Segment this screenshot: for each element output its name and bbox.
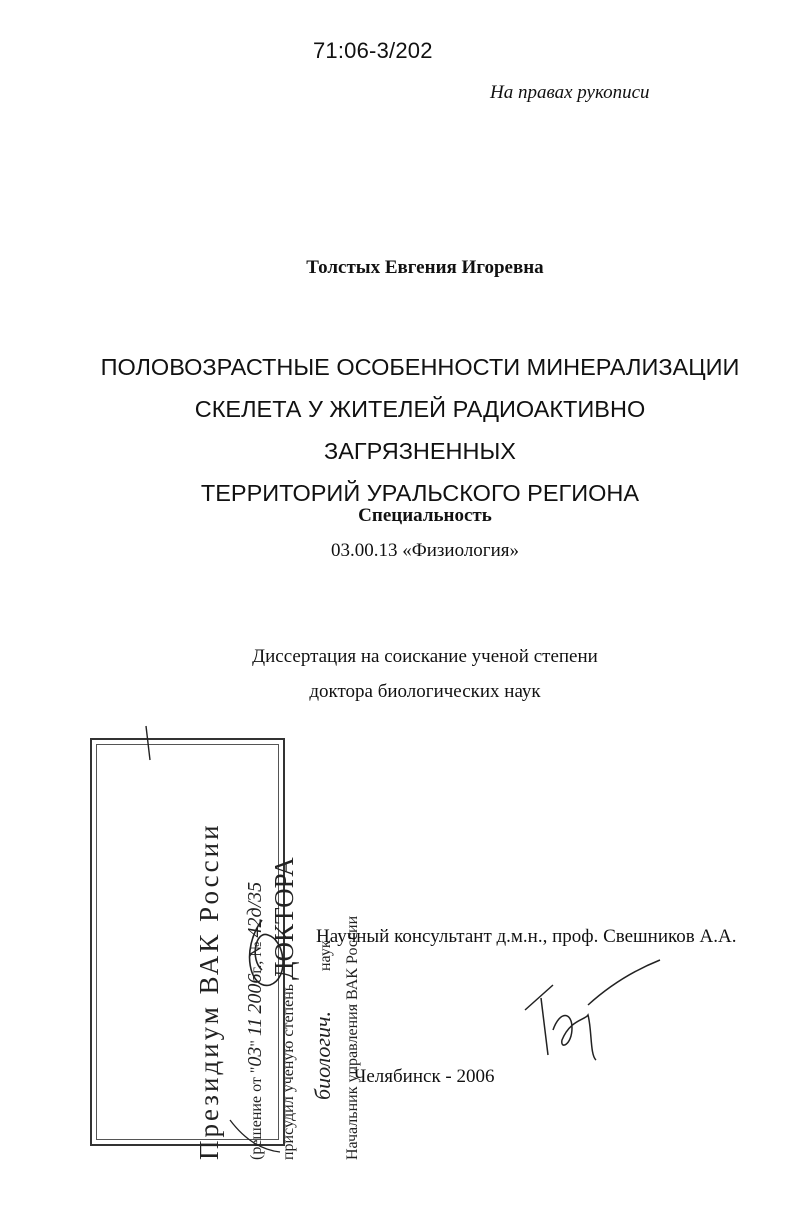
- dissertation-type-line-1: Диссертация на соискание ученой степени: [252, 646, 598, 667]
- stamp-field-handwritten: биологич.: [310, 1011, 335, 1100]
- dissertation-type-line-2: доктора биологических наук: [309, 681, 541, 702]
- stamp-field-suffix: наук: [317, 940, 334, 972]
- stamp-degree-value: ДОКТОРА: [269, 857, 299, 980]
- scientific-consultant: Научный консультант д.м.н., проф. Свешников А.А.: [316, 926, 737, 947]
- stamp-decision-number-label: г., №: [248, 941, 265, 974]
- specialty-label: Специальность: [358, 505, 492, 526]
- stamp-degree-prefix: присудил ученую степень: [280, 983, 297, 1160]
- author-name: Толстых Евгения Игоревна: [306, 257, 544, 278]
- stamp-decision-prefix: (решение от ": [248, 1066, 265, 1160]
- stamp-line-chief: Начальник управления ВАК России: [344, 915, 361, 1160]
- stamp-line-presidium: Президиум ВАК России: [194, 822, 224, 1160]
- stamp-decision-number: 42д/35: [244, 881, 266, 938]
- title-line: ТЕРРИТОРИЙ УРАЛЬСКОГО РЕГИОНА: [200, 480, 640, 506]
- stamp-decision-month: 11: [244, 1017, 266, 1037]
- stamp-line-field: [310, 940, 336, 1160]
- vak-stamp: [90, 738, 361, 1160]
- stamp-decision-day: 03: [244, 1046, 266, 1067]
- city-year: Челябинск - 2006: [354, 1066, 495, 1087]
- stamp-line-degree: [269, 857, 300, 1160]
- stamp-decision-year: 2006: [244, 973, 266, 1014]
- consultant-signature: [525, 960, 660, 1060]
- document-code: 71:06-3/202: [313, 38, 433, 63]
- title-line: ПОЛОВОЗРАСТНЫЕ ОСОБЕННОСТИ МИНЕРАЛИЗАЦИИ: [100, 354, 740, 380]
- stamp-line-decision: [244, 882, 267, 1160]
- title-line: СКЕЛЕТА У ЖИТЕЛЕЙ РАДИОАКТИВНО ЗАГРЯЗНЕННЫХ: [194, 396, 646, 464]
- stamp-decision-quote: ": [248, 1040, 265, 1047]
- rights-notice: На правах рукописи: [490, 82, 650, 103]
- dissertation-title: [100, 346, 740, 514]
- specialty-value: 03.00.13 «Физиология»: [330, 540, 520, 561]
